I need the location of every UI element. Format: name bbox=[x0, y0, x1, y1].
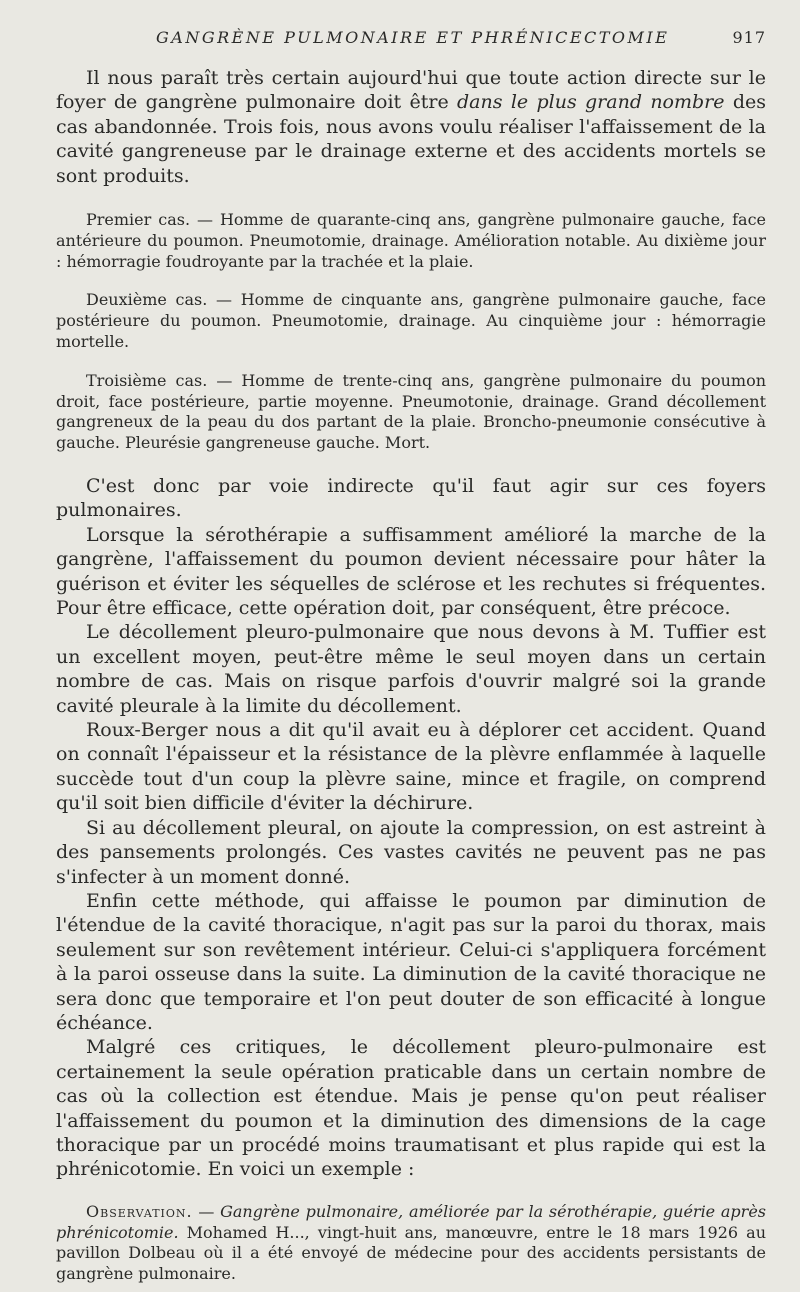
paragraph-3: Le décollement pleuro-pulmonaire que nous devons à M. Tuffier est un excellent moyen, peut-être même le seul moyen dans un certain nombre de cas. Mais on risque parfois d'ouvrir malgré soi la grande cavité pleurale à la limite du décollement. bbox=[56, 621, 766, 717]
paragraph-5: Si au décollement pleural, on ajoute la compression, on est astreint à des pansements prolongés. Ces vastes cavités ne peuvent pas ne pas s'infecter à un moment donné. bbox=[56, 816, 766, 888]
page-content bbox=[56, 66, 766, 1285]
paragraph-1: C'est donc par voie indirecte qu'il faut agir sur ces foyers pulmonaires. bbox=[56, 475, 766, 522]
intro-text-2: des cas abandonnée. Trois fois, nous avons voulu réaliser l'affaissement de la cavité gangreneuse par le drainage externe et des accidents mortels se sont produits. bbox=[56, 91, 766, 187]
case-1: Premier cas. — Homme de quarante-cinq ans, gangrène pulmonaire gauche, face antérieure du poumon. Pneumotomie, drainage. Amélioration notable. Au dixième jour : hémorragie foudroyante par la trachée et la plaie. bbox=[56, 210, 766, 271]
running-title: GANGRÈNE PULMONAIRE ET PHRÉNICECTOMIE bbox=[156, 28, 670, 47]
observation-dash: — bbox=[192, 1201, 221, 1221]
observation-title: Gangrène pulmonaire, améliorée par la sérothérapie, guérie après phrénicotomie. bbox=[56, 1201, 766, 1242]
observation-text: Mohamed H..., vingt-huit ans, manœuvre, entre le 18 mars 1926 au pavillon Dolbeau où il a été envoyé de médecine pour des accidents persistants de gangrène pulmonaire. bbox=[56, 1222, 766, 1284]
case-2: Deuxième cas. — Homme de cinquante ans, gangrène pulmonaire gauche, face postérieure du poumon. Pneumotomie, drainage. Au cinquième jour : hémorragie mortelle. bbox=[56, 290, 766, 352]
paragraph-4: Roux-Berger nous a dit qu'il avait eu à déplorer cet accident. Quand on connaît l'épaisseur et la résistance de la plèvre enflammée à laquelle succède tout d'un coup la plèvre saine, mince et fragile, on comprend qu'il soit bien difficile d'éviter la déchirure. bbox=[56, 719, 766, 815]
intro-emphasis: dans le plus grand nombre bbox=[457, 91, 725, 114]
intro-text-1: Il nous paraît très certain aujourd'hui que toute action directe sur le foyer de gangrène pulmonaire doit être bbox=[56, 67, 766, 114]
paragraph-6: Enfin cette méthode, qui affaisse le poumon par diminution de l'étendue de la cavité thoracique, n'agit pas sur la paroi du thorax, mais seulement sur son revêtement intérieur. Celui-ci s'appliquera forcément à la paroi osseuse dans la suite. La diminution de la cavité thoracique ne sera donc que temporaire et l'on peut douter de son efficacité à longue échéance. bbox=[56, 889, 766, 1034]
paragraph-2: Lorsque la sérothérapie a suffisamment amélioré la marche de la gangrène, l'affaissement du poumon devient nécessaire pour hâter la guérison et éviter les séquelles de sclérose et les rechutes si fréquentes. Pour être efficace, cette opération doit, par conséquent, être précoce. bbox=[56, 523, 766, 620]
paragraph-7: Malgré ces critiques, le décollement pleuro-pulmonaire est certainement la seule opération praticable dans un certain nombre de cas où la collection est étendue. Mais je pense qu'on peut réaliser l'affaissement du poumon et la diminution des dimensions de la cage thoracique par un procédé moins traumatisant et plus rapide qui est la phrénicotomie. En voici un exemple : bbox=[56, 1036, 766, 1181]
page-number: 917 bbox=[732, 28, 766, 47]
observation-paragraph bbox=[56, 1202, 766, 1285]
observation-label: Observation. bbox=[86, 1201, 193, 1221]
case-3: Troisième cas. — Homme de trente-cinq ans, gangrène pulmonaire du poumon droit, face postérieure, partie moyenne. Pneumotonie, drainage. Grand décollement gangreneux de la peau du dos partant de la plaie. Broncho-pneumonie consécutive à gauche. Pleurésie gangreneuse gauche. Mort. bbox=[56, 370, 766, 453]
intro-paragraph bbox=[56, 66, 766, 188]
running-header bbox=[56, 28, 766, 50]
